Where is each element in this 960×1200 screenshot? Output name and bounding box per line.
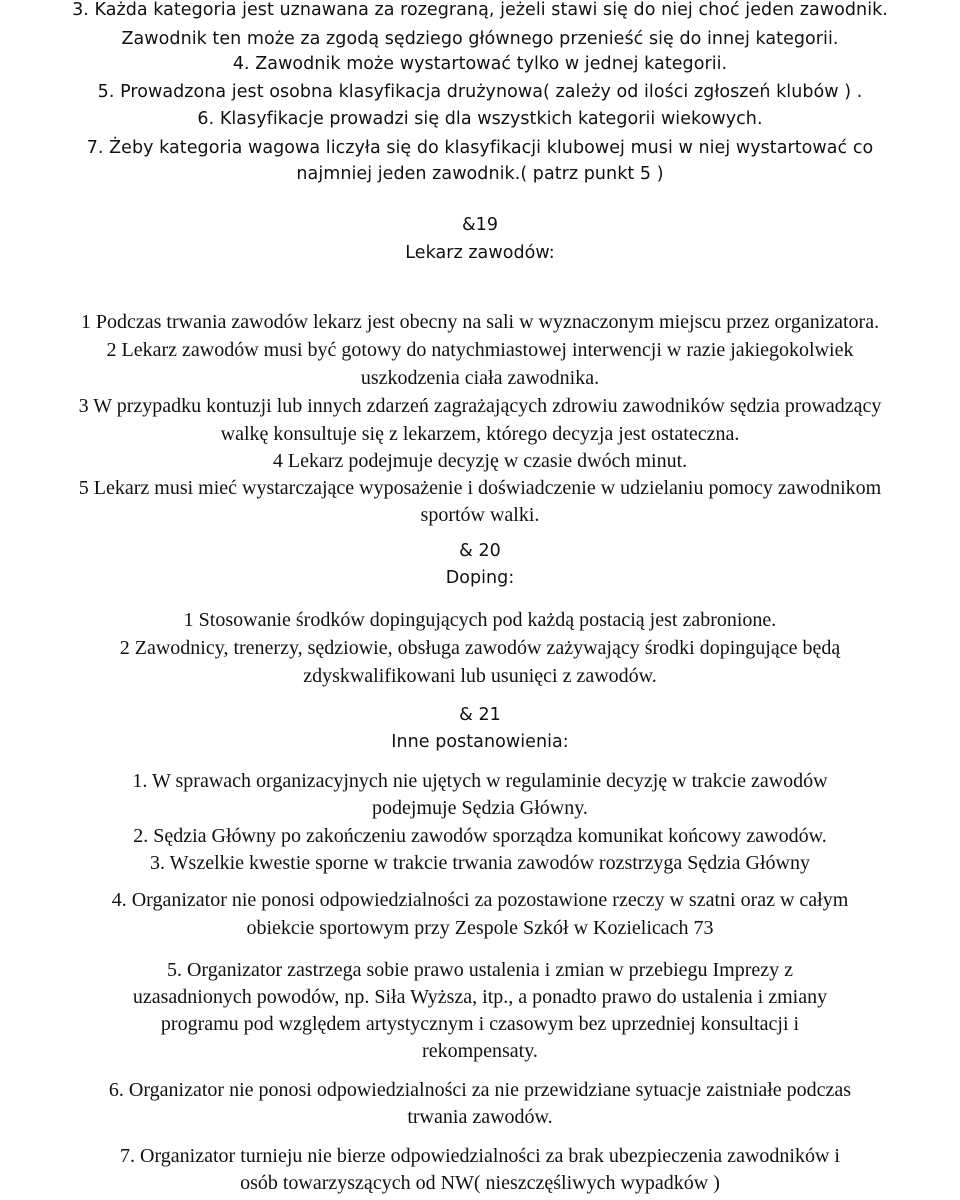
section-item: obiekcie sportowym przy Zespole Szkół w Kozielicach 73 [246,917,714,939]
section-number: & 21 [459,705,501,725]
section-item: osób towarzyszących od NW( nieszczęśliwych wypadków ) [240,1172,720,1194]
section-heading: Doping: [445,568,515,588]
section-item: 2 Zawodnicy, trenerzy, sędziowie, obsługa zawodów zażywający środki dopingujące będą [119,637,841,659]
section-item: sportów walki. [420,504,540,526]
section-item: zdyskwalifikowani lub usunięci z zawodów. [303,665,657,687]
section-item: 1 Stosowanie środków dopingujących pod każdą postacią jest zabronione. [183,609,777,631]
section-item: uszkodzenia ciała zawodnika. [360,367,600,389]
top-line: 5. Prowadzona jest osobna klasyfikacja drużynowa( zależy od ilości zgłoszeń klubów ) . [97,82,863,102]
section-item: 7. Organizator turnieju nie bierze odpowiedzialności za brak ubezpieczenia zawodników i [120,1145,840,1167]
section-item: rekompensaty. [422,1040,538,1062]
section-heading: Inne postanowienia: [391,732,569,752]
top-line: 3. Każda kategoria jest uznawana za rozegraną, jeżeli stawi się do niej choć jeden zawodnik. [72,0,888,20]
section-item: podejmuje Sędzia Główny. [372,797,588,819]
section-item: 4 Lekarz podejmuje decyzję w czasie dwóch minut. [272,450,688,472]
section-item: 2 Lekarz zawodów musi być gotowy do natychmiastowej interwencji w razie jakiegokolwiek [106,339,854,361]
section-item: 5 Lekarz musi mieć wystarczające wyposażenie i doświadczenie w udzielaniu pomocy zawodnikom [78,477,882,499]
section-item: 1. W sprawach organizacyjnych nie ujętych w regulaminie decyzję w trakcie zawodów [132,770,828,792]
section-item: 3. Wszelkie kwestie sporne w trakcie trwania zawodów rozstrzyga Sędzia Główny [150,852,810,874]
top-line: najmniej jeden zawodnik.( patrz punkt 5 ) [296,164,664,184]
section-item: walkę konsultuje się z lekarzem, którego decyzja jest ostateczna. [220,423,740,445]
section-item: 6. Organizator nie ponosi odpowiedzialności za nie przewidziane sytuacje zaistniałe podczas [108,1079,852,1101]
section-item: 4. Organizator nie ponosi odpowiedzialności za pozostawione rzeczy w szatni oraz w całym [111,889,849,911]
top-line: 7. Żeby kategoria wagowa liczyła się do klasyfikacji klubowej musi w niej wystartować co [86,138,874,158]
top-line: Zawodnik ten może za zgodą sędziego głównego przenieść się do innej kategorii. [121,29,839,49]
section-item: 1 Podczas trwania zawodów lekarz jest obecny na sali w wyznaczonym miejscu przez organizatora. [80,311,880,333]
section-number: & 20 [459,541,501,561]
section-item: trwania zawodów. [407,1106,553,1128]
section-item: 5. Organizator zastrzega sobie prawo ustalenia i zmian w przebiegu Imprezy z [166,959,794,981]
section-item: uzasadnionych powodów, np. Siła Wyższa, itp., a ponadto prawo do ustalenia i zmiany [132,986,828,1008]
top-line: 4. Zawodnik może wystartować tylko w jednej kategorii. [232,54,728,74]
section-item: programu pod względem artystycznym i czasowym bez uprzedniej konsultacji i [160,1013,800,1035]
section-item: 3 W przypadku kontuzji lub innych zdarzeń zagrażających zdrowiu zawodników sędzia prowadzący [78,395,882,417]
top-line: 6. Klasyfikacje prowadzi się dla wszystkich kategorii wiekowych. [197,109,763,129]
section-number: &19 [461,215,499,235]
section-heading: Lekarz zawodów: [405,243,555,263]
section-item: 2. Sędzia Główny po zakończeniu zawodów sporządza komunikat końcowy zawodów. [133,825,827,847]
